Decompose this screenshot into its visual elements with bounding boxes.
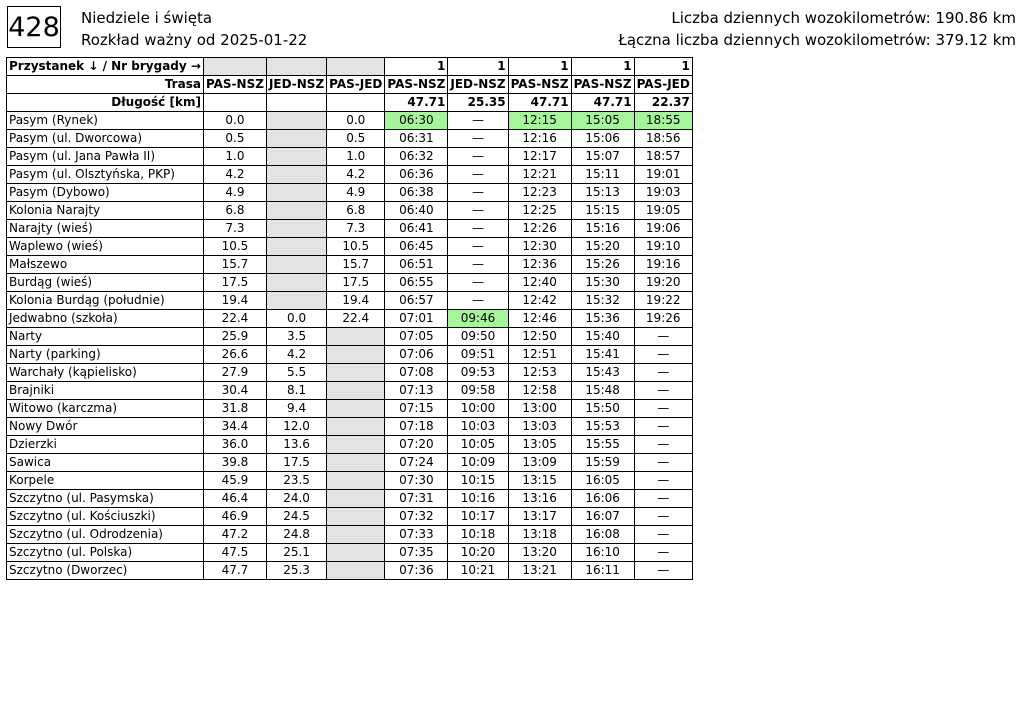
stop-name: Burdąg (wieś) [7, 274, 204, 292]
brigade-number: 1 [385, 58, 448, 76]
stop-distance: 22.4 [203, 310, 266, 328]
stop-name: Szczytno (ul. Kościuszki) [7, 508, 204, 526]
stop-row [7, 328, 693, 346]
departure-time: 19:05 [634, 202, 692, 220]
stop-row [7, 418, 693, 436]
stop-distance [266, 220, 326, 238]
departure-time: 15:07 [571, 148, 634, 166]
stop-distance: 4.9 [203, 184, 266, 202]
departure-time: — [634, 364, 692, 382]
departure-time: 19:01 [634, 166, 692, 184]
stop-row [7, 238, 693, 256]
departure-time: 10:00 [448, 400, 508, 418]
trip-route-code: PAS-JED [634, 76, 692, 94]
trip-route-code: PAS-NSZ [385, 76, 448, 94]
departure-time: 12:23 [508, 184, 571, 202]
stop-row [7, 184, 693, 202]
departure-time: — [634, 472, 692, 490]
stop-distance: 10.5 [327, 238, 385, 256]
departure-time: 16:07 [571, 508, 634, 526]
stop-row [7, 148, 693, 166]
stop-distance: 19.4 [203, 292, 266, 310]
departure-time: 06:40 [385, 202, 448, 220]
stop-distance: 0.5 [203, 130, 266, 148]
header-left [81, 7, 307, 51]
brigade-number: 1 [508, 58, 571, 76]
empty-length-cell [266, 94, 326, 112]
departure-time: — [448, 220, 508, 238]
departure-time: — [634, 436, 692, 454]
stop-distance: 17.5 [327, 274, 385, 292]
stop-distance: 7.3 [203, 220, 266, 238]
stop-distance: 17.5 [266, 454, 326, 472]
stop-distance [266, 274, 326, 292]
stop-row [7, 454, 693, 472]
stop-row [7, 166, 693, 184]
departure-time: 19:22 [634, 292, 692, 310]
departure-time: — [448, 292, 508, 310]
departure-time: 07:08 [385, 364, 448, 382]
stop-name: Szczytno (ul. Odrodzenia) [7, 526, 204, 544]
empty-header-cell [266, 58, 326, 76]
departure-time: 15:48 [571, 382, 634, 400]
stop-distance: 6.8 [327, 202, 385, 220]
departure-time: — [448, 256, 508, 274]
departure-time: 06:51 [385, 256, 448, 274]
stop-distance: 15.7 [203, 256, 266, 274]
departure-time: 16:05 [571, 472, 634, 490]
stop-row [7, 490, 693, 508]
stop-distance: 46.4 [203, 490, 266, 508]
departure-time: — [634, 328, 692, 346]
stop-distance: 12.0 [266, 418, 326, 436]
departure-time: 13:20 [508, 544, 571, 562]
departure-time: 09:53 [448, 364, 508, 382]
departure-time: 16:08 [571, 526, 634, 544]
departure-time: 13:00 [508, 400, 571, 418]
trip-route-code: JED-NSZ [448, 76, 508, 94]
departure-time: 12:40 [508, 274, 571, 292]
empty-header-cell [203, 58, 266, 76]
departure-time: 15:53 [571, 418, 634, 436]
stop-distance [327, 454, 385, 472]
stop-distance: 24.5 [266, 508, 326, 526]
departure-time: 07:20 [385, 436, 448, 454]
departure-time: 06:31 [385, 130, 448, 148]
stop-row [7, 364, 693, 382]
stop-distance [327, 364, 385, 382]
variant-code: PAS-NSZ [203, 76, 266, 94]
stop-distance: 22.4 [327, 310, 385, 328]
trip-length: 47.71 [508, 94, 571, 112]
stop-row [7, 202, 693, 220]
stop-distance: 23.5 [266, 472, 326, 490]
departure-time: 06:36 [385, 166, 448, 184]
stop-row [7, 544, 693, 562]
timetable [6, 57, 693, 580]
stop-distance: 3.5 [266, 328, 326, 346]
departure-time: 13:16 [508, 490, 571, 508]
stop-row [7, 274, 693, 292]
stop-distance [327, 400, 385, 418]
stop-distance: 47.2 [203, 526, 266, 544]
stop-distance: 0.0 [266, 310, 326, 328]
valid-from: Rozkład ważny od 2025-01-22 [81, 31, 308, 49]
departure-time: 15:36 [571, 310, 634, 328]
stop-distance [266, 112, 326, 130]
departure-time: 16:11 [571, 562, 634, 580]
route-variant-row [7, 76, 693, 94]
departure-time: 07:06 [385, 346, 448, 364]
departure-time: 06:32 [385, 148, 448, 166]
stop-name: Pasym (ul. Dworcowa) [7, 130, 204, 148]
stop-row [7, 436, 693, 454]
total-daily-km: Łączna liczba dziennych wozokilometrów: 379.12 km [618, 31, 1016, 49]
departure-time: 07:32 [385, 508, 448, 526]
stop-name: Pasym (ul. Olsztyńska, PKP) [7, 166, 204, 184]
stop-distance [266, 292, 326, 310]
departure-time: — [634, 346, 692, 364]
stop-distance [327, 418, 385, 436]
stop-distance: 30.4 [203, 382, 266, 400]
stop-distance: 7.3 [327, 220, 385, 238]
brigade-number: 1 [571, 58, 634, 76]
stop-distance: 8.1 [266, 382, 326, 400]
day-type: Niedziele i święta [81, 9, 213, 27]
stop-distance: 34.4 [203, 418, 266, 436]
stop-distance: 15.7 [327, 256, 385, 274]
length-label: Długość [km] [7, 94, 204, 112]
daily-km: Liczba dziennych wozokilometrów: 190.86 km [671, 9, 1016, 27]
stop-name: Narajty (wieś) [7, 220, 204, 238]
stop-distance: 17.5 [203, 274, 266, 292]
stop-row [7, 508, 693, 526]
stop-row [7, 400, 693, 418]
stop-distance [327, 436, 385, 454]
stop-name: Pasym (Rynek) [7, 112, 204, 130]
departure-time: 19:06 [634, 220, 692, 238]
departure-time: 10:18 [448, 526, 508, 544]
departure-time: 09:58 [448, 382, 508, 400]
departure-time: 12:21 [508, 166, 571, 184]
departure-time: 13:17 [508, 508, 571, 526]
stop-row [7, 472, 693, 490]
departure-time: 07:13 [385, 382, 448, 400]
stop-row [7, 382, 693, 400]
departure-time: 13:15 [508, 472, 571, 490]
stop-distance: 46.9 [203, 508, 266, 526]
departure-time: 06:55 [385, 274, 448, 292]
departure-time: 10:05 [448, 436, 508, 454]
departure-time: 10:17 [448, 508, 508, 526]
stop-row [7, 526, 693, 544]
departure-time: 15:20 [571, 238, 634, 256]
departure-time: 18:57 [634, 148, 692, 166]
departure-time: 06:38 [385, 184, 448, 202]
departure-time: 12:17 [508, 148, 571, 166]
departure-time: 15:06 [571, 130, 634, 148]
stop-distance [327, 346, 385, 364]
departure-time: — [634, 544, 692, 562]
departure-time: — [448, 274, 508, 292]
departure-time: 15:41 [571, 346, 634, 364]
stop-distance [266, 166, 326, 184]
departure-time: 07:33 [385, 526, 448, 544]
variant-code: JED-NSZ [266, 76, 326, 94]
stop-distance: 27.9 [203, 364, 266, 382]
stop-name: Nowy Dwór [7, 418, 204, 436]
trip-length: 22.37 [634, 94, 692, 112]
stop-distance [266, 148, 326, 166]
stop-distance [327, 382, 385, 400]
departure-time: 13:03 [508, 418, 571, 436]
departure-time: 07:35 [385, 544, 448, 562]
trip-length: 47.71 [385, 94, 448, 112]
stop-distance: 39.8 [203, 454, 266, 472]
departure-time: 16:06 [571, 490, 634, 508]
stop-row [7, 220, 693, 238]
departure-time: 12:30 [508, 238, 571, 256]
departure-time: 12:58 [508, 382, 571, 400]
stop-name: Szczytno (Dworzec) [7, 562, 204, 580]
departure-time: 13:05 [508, 436, 571, 454]
stop-distance: 25.9 [203, 328, 266, 346]
departure-time: — [448, 184, 508, 202]
route-number: 428 [7, 6, 61, 48]
stop-distance: 4.9 [327, 184, 385, 202]
variant-code: PAS-JED [327, 76, 385, 94]
departure-time: 15:15 [571, 202, 634, 220]
departure-time: 15:26 [571, 256, 634, 274]
brigade-number: 1 [634, 58, 692, 76]
empty-header-cell [327, 58, 385, 76]
trip-route-code: PAS-NSZ [571, 76, 634, 94]
departure-time: 19:26 [634, 310, 692, 328]
stop-distance: 24.0 [266, 490, 326, 508]
stop-row [7, 562, 693, 580]
departure-time: 19:20 [634, 274, 692, 292]
stop-distance: 45.9 [203, 472, 266, 490]
stop-distance: 36.0 [203, 436, 266, 454]
trip-route-code: PAS-NSZ [508, 76, 571, 94]
brigade-header-row [7, 58, 693, 76]
departure-time: 15:32 [571, 292, 634, 310]
departure-time: 12:53 [508, 364, 571, 382]
stop-distance [266, 202, 326, 220]
corner-label: Przystanek ↓ / Nr brygady → [7, 58, 204, 76]
departure-time: — [634, 526, 692, 544]
departure-time: — [634, 508, 692, 526]
departure-time: 15:55 [571, 436, 634, 454]
departure-time: 09:46 [448, 310, 508, 328]
stop-row [7, 130, 693, 148]
stop-row [7, 112, 693, 130]
departure-time: 15:13 [571, 184, 634, 202]
stop-distance [327, 526, 385, 544]
departure-time: — [634, 490, 692, 508]
departure-time: 10:20 [448, 544, 508, 562]
departure-time: 07:24 [385, 454, 448, 472]
departure-time: — [634, 418, 692, 436]
departure-time: 13:18 [508, 526, 571, 544]
departure-time: 19:03 [634, 184, 692, 202]
stop-name: Narty [7, 328, 204, 346]
stop-distance: 26.6 [203, 346, 266, 364]
departure-time: 12:46 [508, 310, 571, 328]
empty-length-cell [203, 94, 266, 112]
departure-time: 13:09 [508, 454, 571, 472]
stop-distance: 0.0 [203, 112, 266, 130]
departure-time: — [634, 454, 692, 472]
stop-name: Szczytno (ul. Polska) [7, 544, 204, 562]
stop-distance: 4.2 [266, 346, 326, 364]
departure-time: 12:26 [508, 220, 571, 238]
departure-time: 07:18 [385, 418, 448, 436]
departure-time: 12:51 [508, 346, 571, 364]
departure-time: — [634, 562, 692, 580]
stop-name: Dzierzki [7, 436, 204, 454]
header-right [618, 7, 1016, 51]
departure-time: 15:50 [571, 400, 634, 418]
stop-distance: 9.4 [266, 400, 326, 418]
departure-time: 15:11 [571, 166, 634, 184]
departure-time: 15:16 [571, 220, 634, 238]
stop-distance: 10.5 [203, 238, 266, 256]
stop-distance: 25.3 [266, 562, 326, 580]
departure-time: 07:30 [385, 472, 448, 490]
departure-time: 15:40 [571, 328, 634, 346]
stop-distance: 4.2 [327, 166, 385, 184]
empty-length-cell [327, 94, 385, 112]
stop-name: Korpele [7, 472, 204, 490]
brigade-number: 1 [448, 58, 508, 76]
stop-distance: 47.7 [203, 562, 266, 580]
stop-name: Warchały (kąpielisko) [7, 364, 204, 382]
departure-time: 07:01 [385, 310, 448, 328]
stop-distance: 47.5 [203, 544, 266, 562]
departure-time: — [448, 148, 508, 166]
departure-time: 16:10 [571, 544, 634, 562]
departure-time: 06:45 [385, 238, 448, 256]
departure-time: 15:43 [571, 364, 634, 382]
departure-time: 15:59 [571, 454, 634, 472]
departure-time: 12:42 [508, 292, 571, 310]
stop-name: Pasym (ul. Jana Pawła II) [7, 148, 204, 166]
stop-name: Małszewo [7, 256, 204, 274]
stop-distance [266, 256, 326, 274]
stop-name: Brajniki [7, 382, 204, 400]
stop-row [7, 310, 693, 328]
departure-time: 12:25 [508, 202, 571, 220]
length-row [7, 94, 693, 112]
stop-name: Sawica [7, 454, 204, 472]
departure-time: — [448, 130, 508, 148]
stop-distance: 31.8 [203, 400, 266, 418]
departure-time: 06:41 [385, 220, 448, 238]
stop-distance [327, 508, 385, 526]
departure-time: 12:36 [508, 256, 571, 274]
departure-time: — [448, 166, 508, 184]
stop-row [7, 292, 693, 310]
stop-distance [266, 184, 326, 202]
trip-length: 47.71 [571, 94, 634, 112]
stop-distance [266, 238, 326, 256]
departure-time: 06:57 [385, 292, 448, 310]
departure-time: 12:15 [508, 112, 571, 130]
stop-distance [327, 562, 385, 580]
stop-distance: 0.0 [327, 112, 385, 130]
stop-distance: 19.4 [327, 292, 385, 310]
stop-distance: 1.0 [203, 148, 266, 166]
departure-time: 07:36 [385, 562, 448, 580]
stop-distance: 1.0 [327, 148, 385, 166]
stop-distance: 5.5 [266, 364, 326, 382]
departure-time: — [448, 112, 508, 130]
trip-length: 25.35 [448, 94, 508, 112]
stop-distance: 25.1 [266, 544, 326, 562]
stop-distance [327, 472, 385, 490]
stop-distance: 6.8 [203, 202, 266, 220]
departure-time: 10:21 [448, 562, 508, 580]
departure-time: 09:50 [448, 328, 508, 346]
departure-time: 18:56 [634, 130, 692, 148]
stop-distance [327, 490, 385, 508]
departure-time: — [634, 382, 692, 400]
stop-name: Jedwabno (szkoła) [7, 310, 204, 328]
stop-distance: 4.2 [203, 166, 266, 184]
stop-name: Pasym (Dybowo) [7, 184, 204, 202]
departure-time: — [448, 238, 508, 256]
stop-distance: 13.6 [266, 436, 326, 454]
departure-time: — [448, 202, 508, 220]
stop-distance [327, 544, 385, 562]
departure-time: 10:16 [448, 490, 508, 508]
stop-distance [327, 328, 385, 346]
departure-time: 10:15 [448, 472, 508, 490]
departure-time: 06:30 [385, 112, 448, 130]
departure-time: 15:05 [571, 112, 634, 130]
departure-time: 19:16 [634, 256, 692, 274]
departure-time: 07:31 [385, 490, 448, 508]
departure-time: 12:50 [508, 328, 571, 346]
departure-time: 10:03 [448, 418, 508, 436]
departure-time: 10:09 [448, 454, 508, 472]
stop-name: Kolonia Burdąg (południe) [7, 292, 204, 310]
stop-distance: 24.8 [266, 526, 326, 544]
departure-time: 12:16 [508, 130, 571, 148]
departure-time: 13:21 [508, 562, 571, 580]
stop-row [7, 256, 693, 274]
stop-distance: 0.5 [327, 130, 385, 148]
stop-name: Szczytno (ul. Pasymska) [7, 490, 204, 508]
stop-name: Narty (parking) [7, 346, 204, 364]
stop-name: Kolonia Narajty [7, 202, 204, 220]
departure-time: 07:05 [385, 328, 448, 346]
departure-time: 19:10 [634, 238, 692, 256]
stop-row [7, 346, 693, 364]
departure-time: 15:30 [571, 274, 634, 292]
departure-time: 18:55 [634, 112, 692, 130]
stop-distance [266, 130, 326, 148]
departure-time: 09:51 [448, 346, 508, 364]
departure-time: 07:15 [385, 400, 448, 418]
departure-time: — [634, 400, 692, 418]
stop-name: Witowo (karczma) [7, 400, 204, 418]
trasa-label: Trasa [7, 76, 204, 94]
stop-name: Waplewo (wieś) [7, 238, 204, 256]
